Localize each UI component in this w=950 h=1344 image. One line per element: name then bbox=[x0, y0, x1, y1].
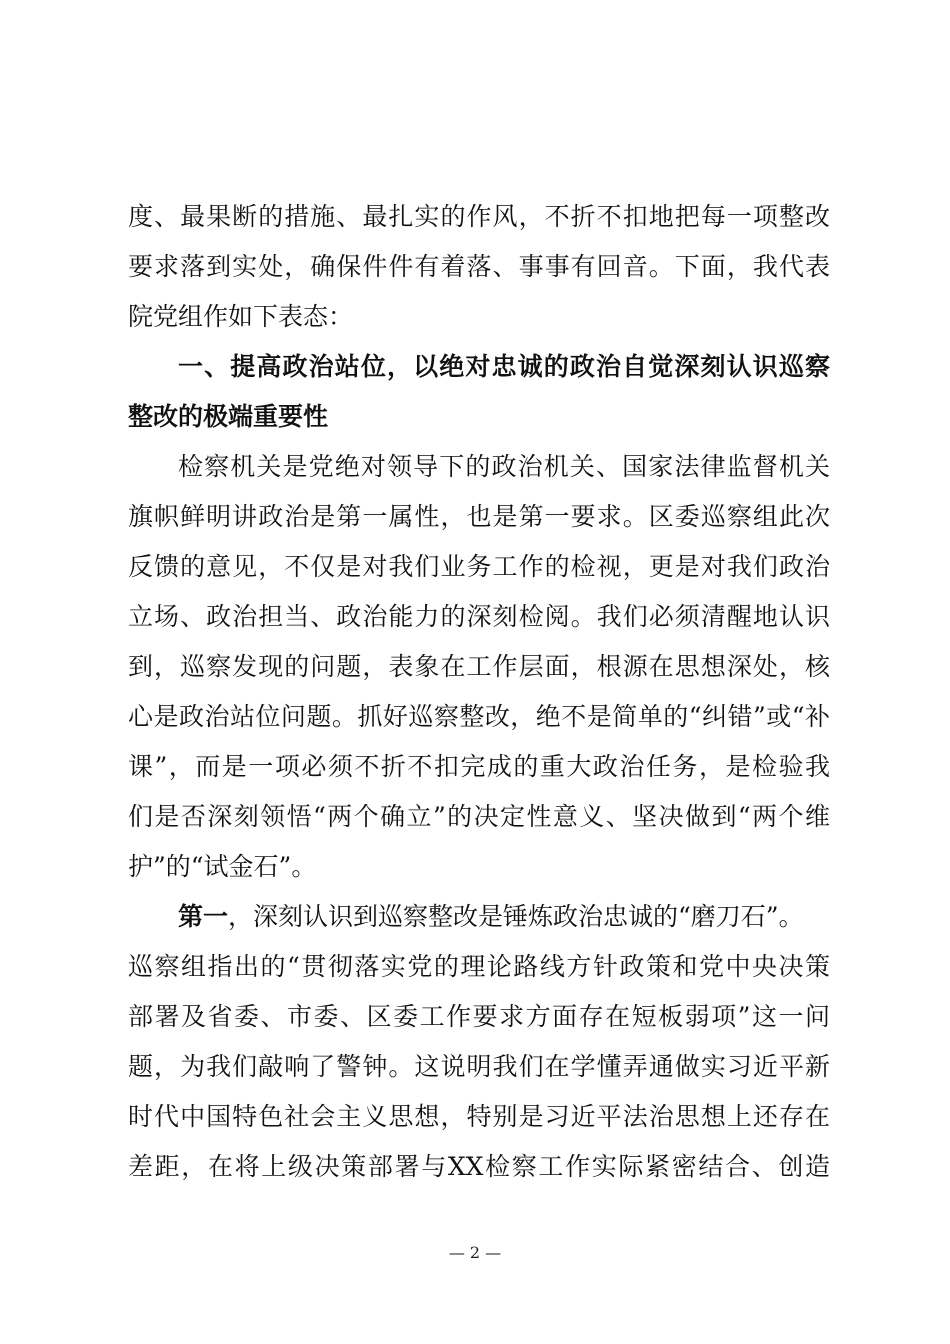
text-line: 到，巡察发现的问题，表象在工作层面，根源在思想深处，核 bbox=[128, 652, 830, 681]
text-span: ，深刻认识到巡察整改是锤炼政治忠诚的“磨刀石”。 bbox=[228, 902, 804, 931]
document-body bbox=[128, 192, 830, 1192]
text-line: 立场、政治担当、政治能力的深刻检阅。我们必须清醒地认识 bbox=[128, 602, 830, 631]
paragraph-first-line bbox=[128, 892, 830, 942]
text-line: 课”，而是一项必须不折不扣完成的重大政治任务，是检验我 bbox=[128, 752, 830, 781]
text-line: 时代中国特色社会主义思想，特别是习近平法治思想上还存在 bbox=[128, 1102, 830, 1131]
page-number: — 2 — bbox=[448, 1243, 502, 1262]
text-line: 度、最果断的措施、最扎实的作风，不折不扣地把每一项整改 bbox=[128, 202, 830, 231]
text-line: 旗帜鲜明讲政治是第一属性，也是第一要求。区委巡察组此次 bbox=[128, 502, 830, 531]
text-line: 反馈的意见，不仅是对我们业务工作的检视，更是对我们政治 bbox=[128, 552, 830, 581]
text-line: 护”的“试金石”。 bbox=[128, 852, 317, 881]
text-line: 心是政治站位问题。抓好巡察整改，绝不是简单的“纠错”或“补 bbox=[128, 702, 830, 731]
section-heading-line: 整改的极端重要性 bbox=[128, 402, 329, 431]
text-line: 题，为我们敲响了警钟。这说明我们在学懂弄通做实习近平新 bbox=[128, 1052, 830, 1081]
section-heading-line: 一、提高政治站位，以绝对忠诚的政治自觉深刻认识巡察 bbox=[178, 352, 830, 381]
text-line: 差距，在将上级决策部署与XX检察工作实际紧密结合、创造 bbox=[128, 1152, 830, 1181]
text-line: 部署及省委、市委、区委工作要求方面存在短板弱项”这一问 bbox=[128, 1002, 830, 1031]
text-line: 们是否深刻领悟“两个确立”的决定性意义、坚决做到“两个维 bbox=[128, 802, 830, 831]
bold-lead-text: 第一 bbox=[178, 902, 229, 931]
text-line: 要求落到实处，确保件件有着落、事事有回音。下面，我代表 bbox=[128, 252, 830, 281]
text-line: 检察机关是党绝对领导下的政治机关、国家法律监督机关 bbox=[178, 452, 830, 481]
text-line: 院党组作如下表态： bbox=[128, 302, 354, 331]
text-line: 巡察组指出的“贯彻落实党的理论路线方针政策和党中央决策 bbox=[128, 952, 830, 981]
